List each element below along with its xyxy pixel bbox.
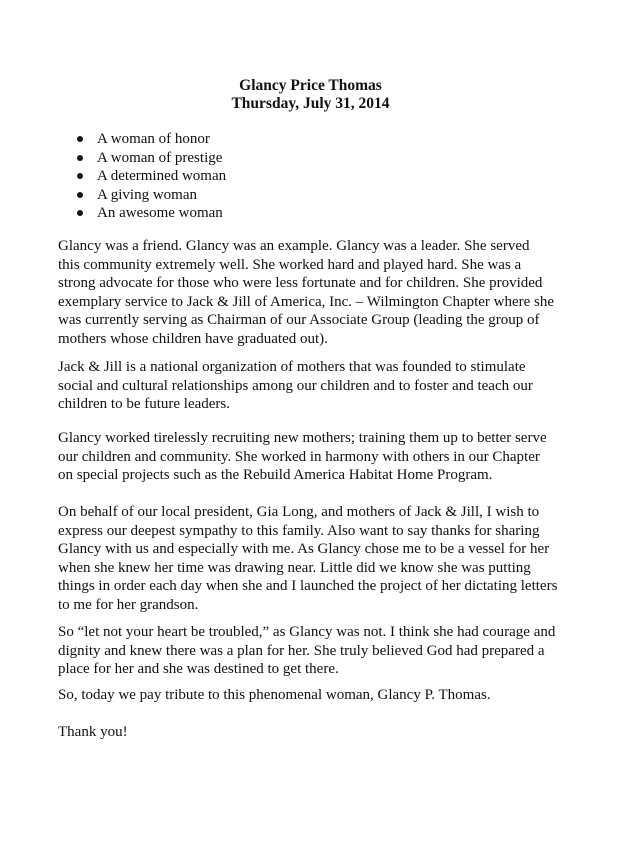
paragraph-friend: Glancy was a friend. Glancy was an example. Glancy was a leader. She served this community extremely well. She worked hard and played hard. She was a strong advocate for those who were less fortunate and for children. She provided exemplary service to Jack & Jill of America, Inc. – Wilmington Chapter where she was currently serving as Chairman of our Associate Group (leading the group of mothers whose children have graduated out).	[58, 238, 555, 347]
bullet-icon	[77, 136, 83, 142]
list-item: An awesome woman	[74, 204, 226, 223]
attribute-list	[74, 130, 226, 223]
bullet-icon	[77, 155, 83, 161]
document-header	[0, 77, 621, 113]
bullet-icon	[77, 192, 83, 198]
paragraph-sympathy: On behalf of our local president, Gia Long, and mothers of Jack & Jill, I wish to express our deepest sympathy to this family. Also want to say thanks for sharing Glancy with us and especially with me. As Glancy chose me to be a vessel for her when she knew her time was drawing near. Little did we know she was putting things in order each day when she and I launched the project of her dictating letters to me for her grandson.	[58, 504, 558, 613]
tribute-name: Glancy Price Thomas	[239, 77, 382, 94]
list-item: A woman of honor	[74, 130, 226, 149]
bullet-icon	[77, 210, 83, 216]
list-item: A woman of prestige	[74, 149, 226, 168]
list-item: A determined woman	[74, 167, 226, 186]
list-item: A giving woman	[74, 186, 226, 205]
bullet-icon	[77, 173, 83, 179]
paragraph-organization: Jack & Jill is a national organization of mothers that was founded to stimulate social and cultural relationships among our children and to foster and teach our children to be future leaders.	[58, 359, 533, 413]
paragraph-courage: So “let not your heart be troubled,” as Glancy was not. I think she had courage and dignity and knew there was a plan for her. She truly believed God had prepared a place for her and she was destined to get there.	[58, 624, 556, 678]
tribute-date: Thursday, July 31, 2014	[231, 95, 390, 112]
paragraph-recruiting: Glancy worked tirelessly recruiting new mothers; training them up to better serve our children and community. She worked in harmony with others in our Chapter on special projects such as the Rebuild America Habitat Home Program.	[58, 430, 547, 484]
paragraph-tribute: So, today we pay tribute to this phenomenal woman, Glancy P. Thomas.	[58, 687, 491, 703]
paragraph-thanks: Thank you!	[58, 724, 128, 740]
